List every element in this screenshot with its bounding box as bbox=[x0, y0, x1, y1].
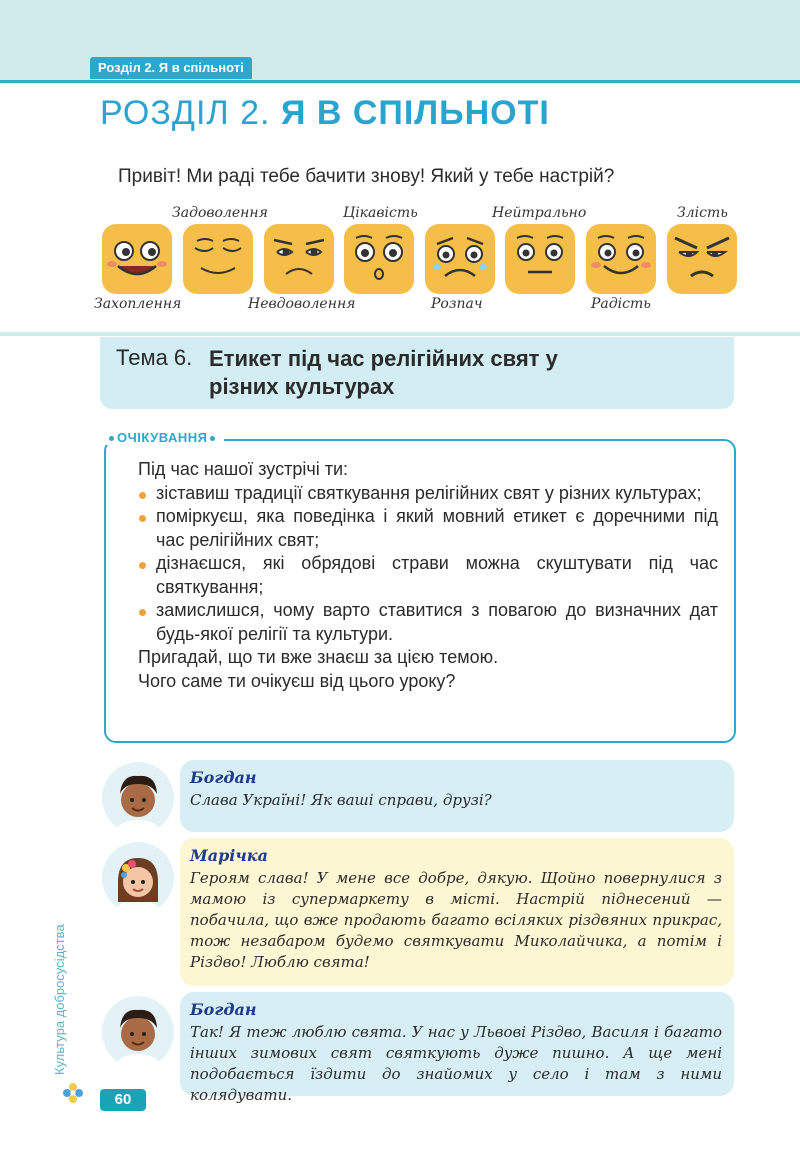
mood-label-joy: Радість bbox=[591, 296, 651, 312]
section-tag: Розділ 2. Я в спільноті bbox=[90, 57, 252, 79]
page-number: 60 bbox=[100, 1089, 146, 1111]
mood-label-curiosity: Цікавість bbox=[343, 205, 418, 221]
expectation-item: зіставиш традиції святкування релігійних свят у різних культурах; bbox=[138, 482, 718, 506]
flower-icon bbox=[62, 1082, 84, 1109]
chapter-title-prefix: РОЗДІЛ 2. bbox=[100, 94, 281, 132]
expectation-item: дізнаєшся, які обрядові страви можна скуштувати під час святкування; bbox=[138, 552, 718, 599]
speech-text: Слава Україні! Як ваші справи, друзі? bbox=[190, 791, 492, 809]
mood-label-anger: Злість bbox=[677, 205, 728, 221]
expectation-item: поміркуєш, яка поведінка і який мовний етикет є доречними під час релігійних свят; bbox=[138, 505, 718, 552]
contentment-face-icon bbox=[183, 224, 253, 294]
speaker-name: Марічка bbox=[190, 846, 268, 865]
speech-text: Героям слава! У мене все добре, дякую. Щойно повернулися з мамою із супермаркету в місті. Настрій піднесений — побачила, що вже продають багато всіляких різдвяних прикрас, тож незабаром будемо святкувати Миколайчика, а потім і Різдво! Люблю свята! bbox=[190, 869, 722, 971]
dissatisfaction-face-icon bbox=[264, 224, 334, 294]
despair-face-icon bbox=[425, 224, 495, 294]
topic-title: Етикет під час релігійних свят у різних культурах bbox=[209, 346, 558, 399]
expectations-list bbox=[138, 482, 718, 647]
topic-header bbox=[100, 337, 734, 409]
dialogue-bubble bbox=[180, 992, 734, 1104]
dialogue-bubble bbox=[180, 760, 734, 832]
expectation-item: замислишся, чому варто ставитися з повагою до визначних дат будь-якої релігії та культури. bbox=[138, 599, 718, 646]
section-divider bbox=[0, 332, 800, 336]
expectations-label-text: ОЧІКУВАННЯ bbox=[117, 430, 208, 445]
mood-label-dissatisfaction: Невдоволення bbox=[248, 296, 356, 312]
side-caption: Культура добросусідства bbox=[52, 924, 67, 1075]
expectations-outro-2: Чого саме ти очікуєш від цього уроку? bbox=[138, 670, 456, 691]
expectations-content bbox=[138, 458, 718, 693]
expectations-intro: Під час нашої зустрічі ти: bbox=[138, 459, 349, 479]
curiosity-face-icon bbox=[344, 224, 414, 294]
dialogue-bubble bbox=[180, 838, 734, 986]
mood-label-excitement: Захоплення bbox=[94, 296, 182, 312]
bullet-dot-icon bbox=[109, 436, 114, 441]
speaker-name: Богдан bbox=[190, 768, 257, 787]
expectations-label bbox=[100, 430, 224, 445]
mood-label-despair: Розпач bbox=[431, 296, 483, 312]
bullet-dot-icon bbox=[210, 436, 215, 441]
excitement-face-icon bbox=[102, 224, 172, 294]
joy-face-icon bbox=[586, 224, 656, 294]
mood-faces-row bbox=[0, 200, 800, 320]
avatar-bohdan bbox=[102, 996, 174, 1068]
anger-face-icon bbox=[667, 224, 737, 294]
expectations-outro-1: Пригадай, що ти вже знаєш за цією темою. bbox=[138, 647, 499, 667]
chapter-title bbox=[100, 94, 550, 133]
speech-text: Так! Я теж люблю свята. У нас у Львові Різдво, Василя і багато інших зимових свят святкують дуже пишно. А ще мені подобається їздити до знайомих у село і там з ними колядувати. bbox=[190, 1023, 722, 1104]
topic-number: Тема 6. bbox=[116, 345, 193, 370]
header-divider bbox=[0, 80, 800, 83]
mood-label-neutral: Нейтрально bbox=[492, 205, 587, 221]
avatar-bohdan bbox=[102, 762, 174, 834]
chapter-title-bold: Я В СПІЛЬНОТІ bbox=[280, 94, 550, 132]
avatar-marichka bbox=[102, 842, 174, 914]
greeting-text: Привіт! Ми раді тебе бачити знову! Який у тебе настрій? bbox=[118, 166, 615, 187]
mood-label-contentment: Задоволення bbox=[172, 205, 268, 221]
speaker-name: Богдан bbox=[190, 1000, 257, 1019]
neutral-face-icon bbox=[505, 224, 575, 294]
